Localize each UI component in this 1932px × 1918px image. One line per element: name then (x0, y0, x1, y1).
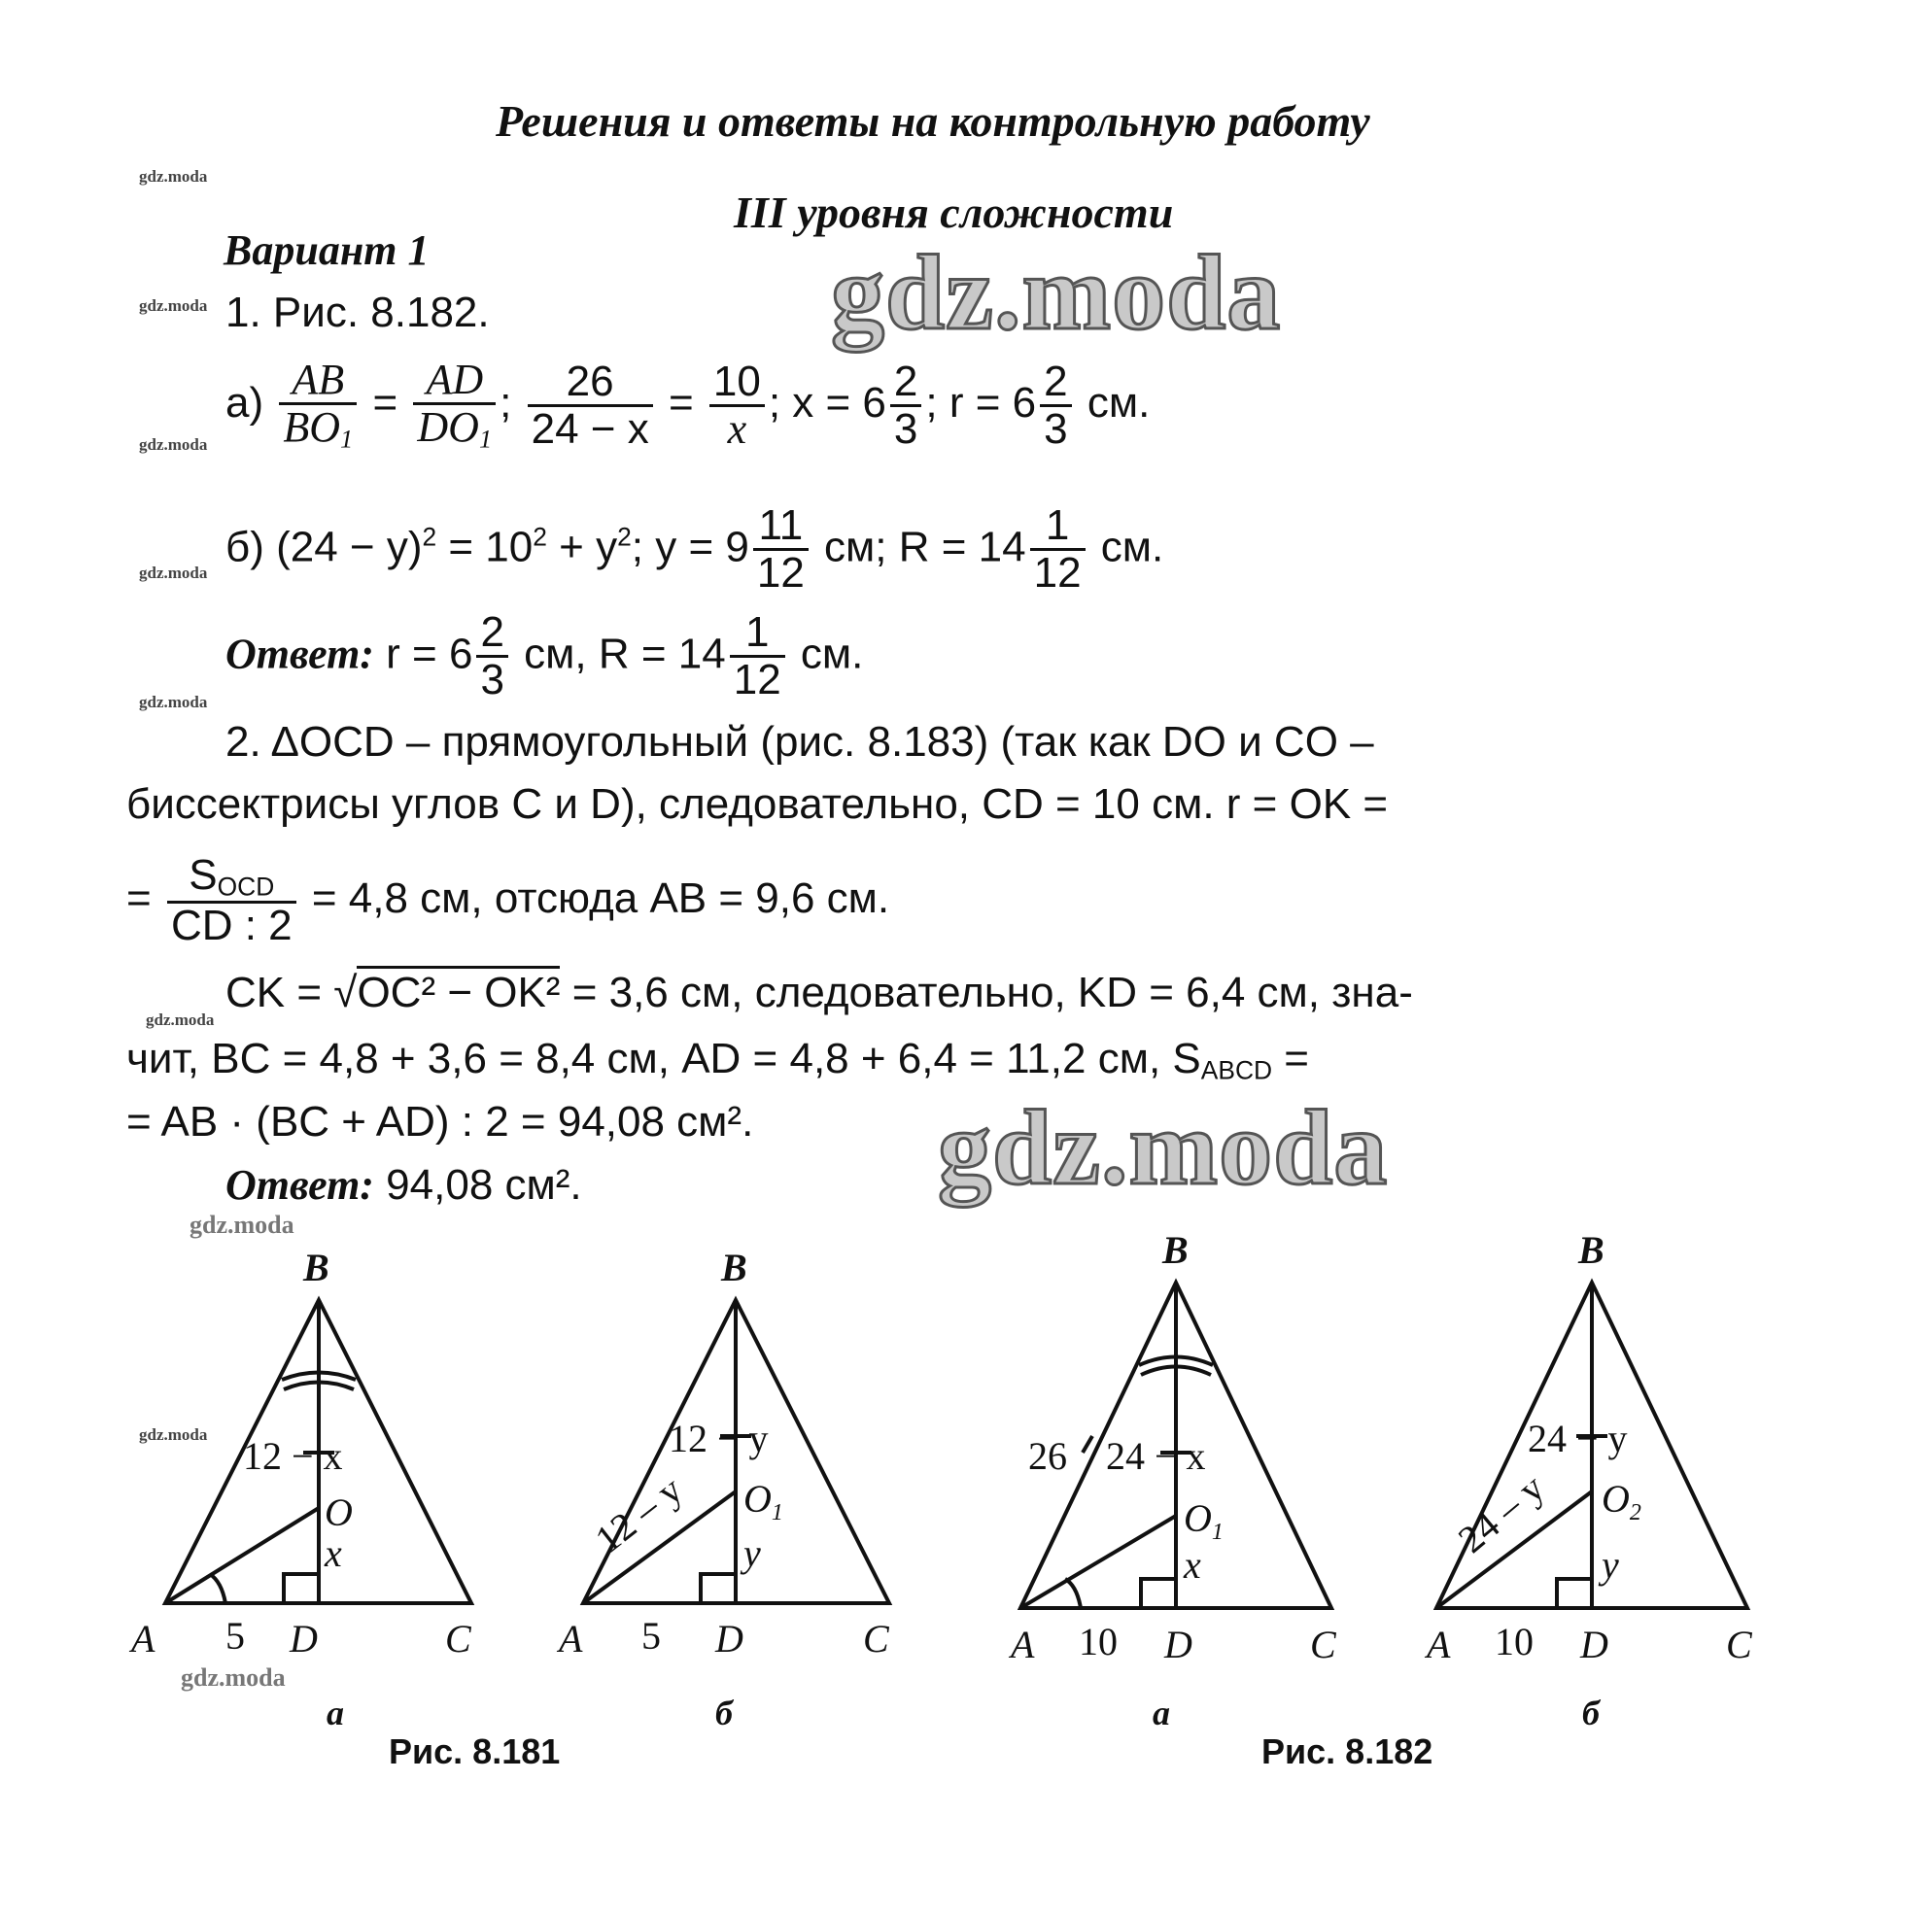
label-segment: 12 − x (243, 1434, 343, 1478)
label-side: 26 (1028, 1434, 1067, 1478)
problem-1-answer: Ответ: r = 6 $\frac{2}{3}$ см, R = 14 $\frac{1}{12}$ см. (225, 608, 864, 704)
watermark-small: gdz.moda (139, 1425, 208, 1444)
right-angle-mark (1141, 1579, 1176, 1608)
problem-2-line-4: CK = √OC² − OK² = 3,6 см, следовательно, KD = 6,4 см, зна- (225, 972, 1413, 1014)
part-a-label: а) (225, 378, 264, 427)
label-a: A (1427, 1623, 1451, 1666)
figure-182b (1424, 1228, 1753, 1666)
sqrt-sign: √ (333, 969, 358, 1016)
side-divider (1083, 1436, 1092, 1453)
label-x: x (325, 1531, 342, 1575)
title-line-1: Решения и ответы на контрольную работу (496, 96, 1370, 146)
angle-arc (1065, 1579, 1081, 1608)
problem-2-line-6: = AB · (BC + AD) : 2 = 94,08 см². (126, 1098, 754, 1146)
watermark-small: gdz.moda (146, 1010, 215, 1029)
figure-182a (1008, 1228, 1337, 1666)
caption-fig-182: Рис. 8.182 (1261, 1731, 1433, 1771)
angle-arc (210, 1574, 225, 1603)
label-hypotenuse: 12 – y (586, 1467, 691, 1562)
label-hypotenuse: 24 – y (1449, 1465, 1553, 1561)
watermark-small: gdz.moda (139, 296, 208, 315)
fraction-26: $\frac{26}{24 - x}$ (528, 360, 653, 452)
label-base: 10 (1079, 1620, 1118, 1663)
label-segment: 12 − y (669, 1417, 769, 1460)
sub-label-a: а (1153, 1694, 1170, 1732)
watermark-large: gdz.moda (831, 233, 1282, 352)
label-b: B (1162, 1228, 1189, 1272)
label-y: y (1602, 1543, 1619, 1587)
label-o: $O_1$ (743, 1477, 783, 1525)
problem-2-answer: Ответ: 94,08 см². (225, 1161, 582, 1209)
label-segment: 24 − y (1528, 1417, 1628, 1460)
label-c: C (1726, 1623, 1752, 1666)
problem-1-heading: 1. Рис. 8.182. (225, 289, 490, 336)
watermark-large: gdz.moda (938, 1088, 1389, 1207)
problem-2-line-3: = $\frac{S_{OCD}}{CD : 2}$ = 4,8 см, отсюда AB = 9,6 см. (126, 851, 890, 950)
problem-2-line-1: 2. ΔOCD – прямоугольный (рис. 8.183) (так как DO и CO – (225, 718, 1374, 766)
label-segment: 24 − x (1106, 1434, 1206, 1478)
fraction-ab-bo1: $\frac{AB}{BO_1}$ (279, 358, 357, 454)
problem-2-line-2: биссектрисы углов C и D), следовательно, CD = 10 см. r = OK = (126, 780, 1389, 828)
label-y: y (743, 1531, 761, 1575)
variant-heading: Вариант 1 (224, 226, 430, 274)
label-o: $O_2$ (1602, 1477, 1641, 1525)
watermark-small: gdz.moda (139, 167, 208, 186)
figure-181a (128, 1246, 472, 1661)
fraction-10-x: $\frac{10}{x}$ (709, 360, 765, 452)
right-angle-mark (1557, 1579, 1592, 1608)
title-line-2: III уровня сложности (734, 188, 1174, 237)
watermark-small: gdz.moda (139, 564, 208, 582)
label-b: B (1578, 1228, 1604, 1272)
label-o: O (325, 1490, 353, 1534)
sub-label-b: б (1582, 1694, 1600, 1732)
fraction-ad-do1: $\frac{AD}{DO_1}$ (413, 358, 496, 454)
label-d: D (290, 1617, 318, 1661)
label-d: D (1164, 1623, 1192, 1666)
sub-label-b: б (715, 1694, 733, 1732)
fraction-2-3: $\frac{2}{3}$ (476, 610, 507, 702)
fraction-1-12: $\frac{1}{12}$ (730, 610, 785, 702)
fraction-area-over-half-cd: $\frac{S_{OCD}}{CD : 2}$ (167, 853, 296, 949)
sub-label-a: а (327, 1694, 344, 1732)
label-a: A (559, 1617, 583, 1661)
label-d: D (1580, 1623, 1608, 1666)
fraction-2-3: $\frac{2}{3}$ (1040, 360, 1071, 452)
caption-fig-181: Рис. 8.181 (389, 1731, 561, 1771)
label-o: $O_1$ (1184, 1496, 1224, 1545)
label-a: A (1011, 1623, 1035, 1666)
label-base: 5 (641, 1614, 661, 1658)
label-b: B (721, 1246, 747, 1289)
watermark-medium: gdz.moda (181, 1663, 286, 1692)
label-c: C (863, 1617, 889, 1661)
radicand: OC² − OK² (357, 966, 560, 1016)
watermark-small: gdz.moda (139, 435, 208, 454)
label-base: 5 (225, 1614, 245, 1658)
label-b: B (303, 1246, 329, 1289)
label-d: D (715, 1617, 743, 1661)
watermark-medium: gdz.moda (190, 1211, 294, 1239)
problem-1a: а) $\frac{AB}{BO_1}$ = $\frac{AD}{DO_1}$ ; $\frac{26}{24 - x}$ = $\frac{10}{x}$ ; x = 6 $\frac{2}{3}$ ; r = 6 $\frac{2}{3}$ см. (225, 356, 1151, 454)
problem-2-line-5: чит, BC = 4,8 + 3,6 = 8,4 см, AD = 4,8 + 6,4 = 11,2 см, $S_{ABCD}$ = (126, 1035, 1309, 1085)
label-c: C (1310, 1623, 1336, 1666)
watermark-small: gdz.moda (139, 693, 208, 711)
label-base: 10 (1495, 1620, 1534, 1663)
figures-panel (0, 1224, 1932, 1807)
label-a: A (131, 1617, 155, 1661)
problem-1b: б) $(24 - y)^2 = 10^2 + y^2$; y = 9 $\frac{11}{12}$ см; R = 14 $\frac{1}{12}$ см. (225, 501, 1164, 598)
right-angle-mark (701, 1574, 736, 1603)
fraction-2-3: $\frac{2}{3}$ (890, 360, 921, 452)
right-angle-mark (284, 1574, 319, 1603)
fraction-1-12: $\frac{1}{12}$ (1030, 503, 1086, 596)
fraction-11-12: $\frac{11}{12}$ (753, 503, 809, 596)
label-x: x (1184, 1543, 1201, 1587)
figure-181b (556, 1246, 890, 1661)
label-c: C (445, 1617, 471, 1661)
